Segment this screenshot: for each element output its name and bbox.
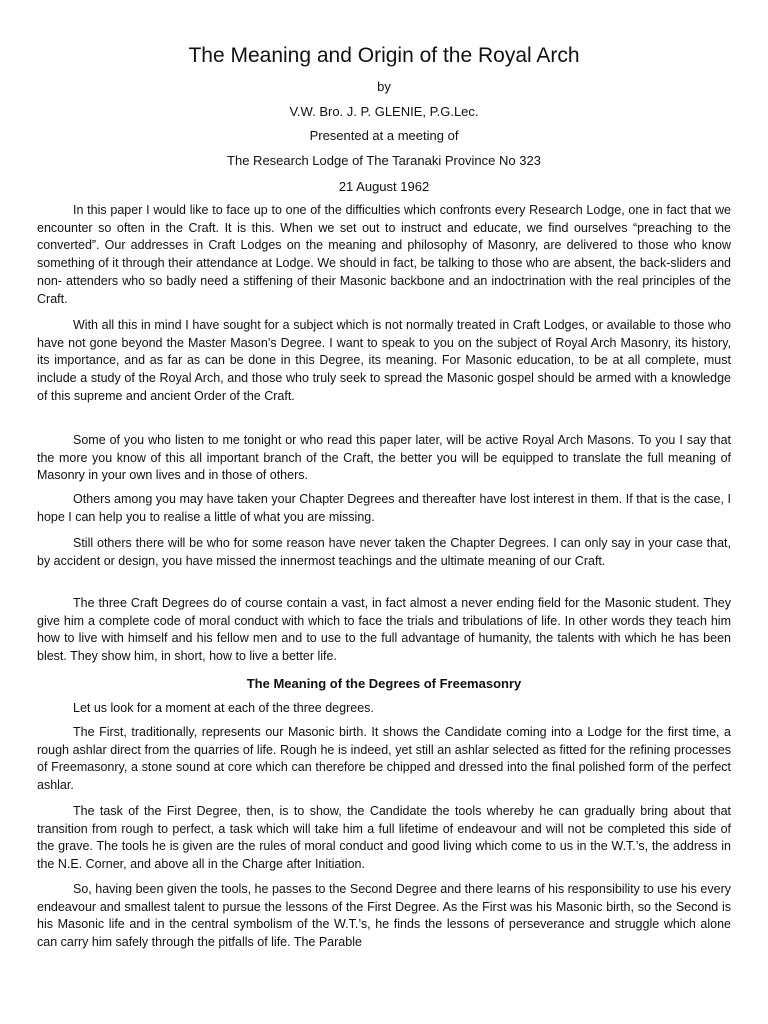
section-heading: The Meaning of the Degrees of Freemasonry bbox=[246, 676, 522, 691]
paragraph: Others among you may have taken your Chapter Degrees and thereafter have lost interest in them. If that is the case, I hope I can help you to realise a little of what you are missing. bbox=[37, 492, 731, 524]
date-line: 21 August 1962 bbox=[338, 179, 430, 194]
presented-line: Presented at a meeting of bbox=[309, 128, 459, 143]
byline: by bbox=[377, 79, 391, 94]
document-title: The Meaning and Origin of the Royal Arch bbox=[188, 44, 580, 67]
paragraph: The three Craft Degrees do of course contain a vast, in fact almost a never ending field for the Masonic student. They give him a complete code of moral conduct with which to face the trials and tribulations of life. In other words they teach him how to live with himself and his fellow men and to use to the full advantage of humanity, the talents with which he has been blest. They show him, in short, how to live a better life. bbox=[37, 596, 731, 664]
lodge-line: The Research Lodge of The Taranaki Province No 323 bbox=[227, 153, 541, 168]
paragraph: Still others there will be who for some reason have never taken the Chapter Degrees. I can only say in your case that, by accident or design, you have missed the innermost teachings and the ultimate meaning of our Craft. bbox=[37, 536, 731, 568]
paragraph: With all this in mind I have sought for a subject which is not normally treated in Craft Lodges, or available to those who have not gone beyond the Master Mason’s Degree. I want to speak to you on the subject of Royal Arch Masonry, its history, its importance, and as far as can be done in this Degree, its meaning. For Masonic education, to be at all complete, must include a study of the Royal Arch, and those who truly seek to spread the Masonic gospel should be armed with a knowledge of this supreme and ancient Order of the Craft. bbox=[37, 318, 731, 403]
paragraph: Some of you who listen to me tonight or who read this paper later, will be active Royal Arch Masons. To you I say that the more you know of this all important branch of the Craft, the better you will be equipped to translate the full meaning of Masonry in your own lives and in those of others. bbox=[37, 433, 731, 483]
paragraph: Let us look for a moment at each of the three degrees. bbox=[73, 701, 374, 715]
paragraph: The First, traditionally, represents our Masonic birth. It shows the Candidate coming into a Lodge for the first time, a rough ashlar direct from the quarries of life. Rough he is indeed, yet still an ashlar selected as fitted for the refining processes of Freemasonry, a stone sound at core which can therefore be chipped and dressed into the final polished form of the perfect ashlar. bbox=[37, 725, 731, 793]
author-line: V.W. Bro. J. P. GLENIE, P.G.Lec. bbox=[289, 104, 479, 119]
paragraph: So, having been given the tools, he passes to the Second Degree and there learns of his responsibility to use his every endeavour and smallest talent to pursue the lessons of the First Degree. As the First was his Masonic birth, so the Second is his Masonic life and in the central symbolism of the W.T.’s, he finds the lessons of perseverance and struggle which alone can carry him safely through the pitfalls of life. The Parable bbox=[37, 882, 731, 950]
paragraph: The task of the First Degree, then, is to show, the Candidate the tools whereby he can gradually bring about that transition from rough to perfect, a task which will take him a full lifetime of endeavour and will not be completed this side of the grave. The tools he is given are the rules of moral conduct and good living which come to us in the W.T.’s, the address in the N.E. Corner, and above all in the Charge after Initiation. bbox=[37, 804, 731, 872]
paragraph: In this paper I would like to face up to one of the difficulties which confronts every Research Lodge, one in fact that we encounter so often in the Craft. It is this. When we set out to instruct and educate, we find ourselves “preaching to the converted”. Our addresses in Craft Lodges on the meaning and philosophy of Masonry, are delivered to those who know something of it through their attendance at Lodge. We should in fact, be talking to those who are absent, the back-sliders and non- attenders who so badly need a stiffening of their Masonic backbone and an indoctrination with the real principles of the Craft. bbox=[37, 203, 731, 306]
